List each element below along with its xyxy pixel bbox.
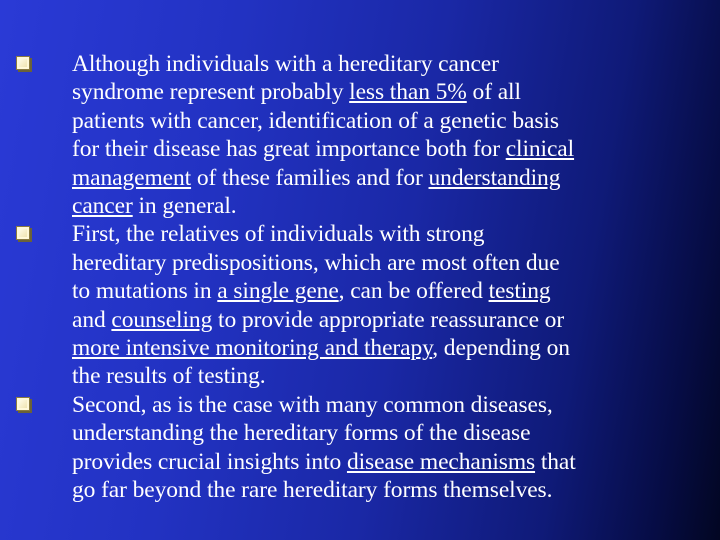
text-segment: to mutations in bbox=[72, 278, 218, 305]
underlined-phrase: clinical bbox=[505, 136, 575, 163]
text-segment: syndrome represent probably bbox=[72, 79, 350, 106]
text-segment: of these families and for bbox=[191, 164, 429, 191]
square-bullet-icon bbox=[16, 226, 30, 240]
text-segment: for their disease has great importance both for bbox=[72, 136, 506, 163]
underlined-phrase: management bbox=[72, 164, 192, 191]
text-segment: Second, as is the case with many common diseases, bbox=[72, 391, 553, 418]
bullet-list bbox=[16, 50, 706, 505]
text-segment: in general. bbox=[132, 193, 237, 220]
bullet-text bbox=[72, 50, 706, 220]
text-line bbox=[72, 220, 706, 248]
text-line bbox=[72, 164, 706, 192]
bullet-item bbox=[16, 50, 706, 220]
text-segment: to provide appropriate reassurance or bbox=[212, 306, 565, 333]
text-line bbox=[72, 107, 706, 135]
text-line bbox=[72, 391, 706, 419]
underlined-phrase: cancer bbox=[72, 193, 133, 220]
underlined-phrase: understanding bbox=[428, 164, 561, 191]
text-line bbox=[72, 448, 706, 476]
text-line bbox=[72, 135, 706, 163]
text-line bbox=[72, 306, 706, 334]
bullet-text bbox=[72, 220, 706, 390]
text-line bbox=[72, 476, 706, 504]
underlined-phrase: testing bbox=[488, 278, 551, 305]
underlined-phrase: less than 5% bbox=[349, 79, 467, 106]
text-segment: understanding the hereditary forms of the disease bbox=[72, 420, 531, 447]
text-line bbox=[72, 78, 706, 106]
text-segment: , can be offered bbox=[338, 278, 489, 305]
text-line bbox=[72, 334, 706, 362]
square-bullet-icon bbox=[16, 56, 30, 70]
underlined-phrase: more intensive monitoring and therapy bbox=[72, 335, 433, 362]
text-segment: Although individuals with a hereditary cancer bbox=[72, 51, 499, 77]
bullet-text bbox=[72, 391, 706, 505]
text-segment: and bbox=[72, 306, 112, 333]
text-segment: of all bbox=[466, 79, 521, 106]
underlined-phrase: a single gene bbox=[217, 278, 339, 305]
underlined-phrase: counseling bbox=[111, 306, 213, 333]
text-line bbox=[72, 362, 706, 390]
text-segment: go far beyond the rare hereditary forms themselves. bbox=[72, 477, 553, 504]
text-segment: the results of testing. bbox=[72, 363, 266, 390]
underlined-phrase: disease mechanisms bbox=[346, 448, 536, 475]
text-segment: hereditary predispositions, which are most often due bbox=[72, 249, 560, 276]
text-segment: , depending on bbox=[432, 335, 570, 362]
text-line bbox=[72, 419, 706, 447]
text-segment: that bbox=[535, 448, 576, 475]
text-segment: patients with cancer, identification of a genetic basis bbox=[72, 107, 559, 134]
text-line bbox=[72, 249, 706, 277]
bullet-item bbox=[16, 391, 706, 505]
square-bullet-icon bbox=[16, 397, 30, 411]
text-line bbox=[72, 277, 706, 305]
text-line bbox=[72, 50, 706, 78]
text-segment: First, the relatives of individuals with strong bbox=[72, 221, 485, 248]
text-line bbox=[72, 192, 706, 220]
bullet-item bbox=[16, 220, 706, 390]
text-segment: provides crucial insights into bbox=[72, 448, 347, 475]
